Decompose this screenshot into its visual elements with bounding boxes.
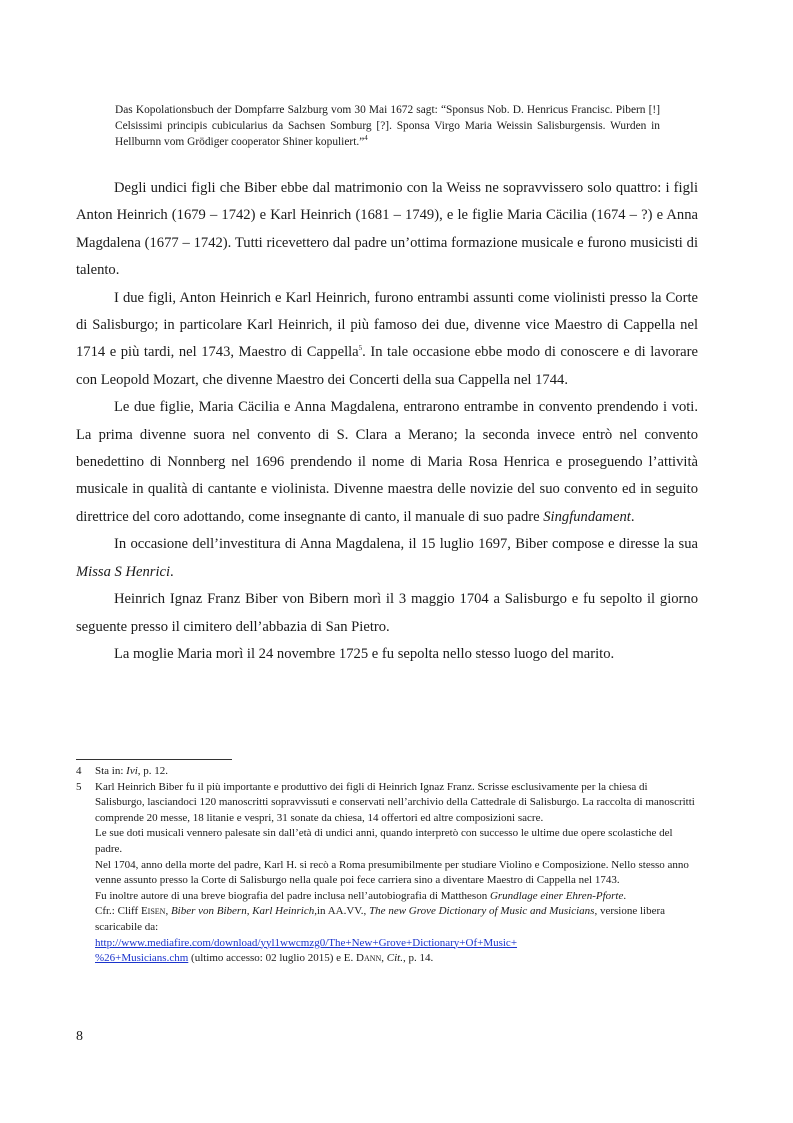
footnote-number: 4 — [76, 765, 82, 777]
paragraph-wife — [76, 641, 698, 668]
footnote-text: Sta in: — [95, 765, 127, 777]
footnote-text: Cfr.: Cliff — [95, 905, 141, 918]
paragraph-text: Le due figlie, Maria Cäcilia e Anna Magdalena, entrarono entrambe in convento prendendo i voti. La prima divenne suora nel convento di S. Clara a Merano; la seconda invece entrò nel convento benedettino di Nonnberg nel 1696 prendendo il nome di Maria Rosa Henrica e proseguendo l’attività musicale in qualità di cantante e violinista. Divenne maestra delle novizie del suo convento ed in seguito direttrice del coro adottando, come insegnante di canto, il manuale di suo padre — [76, 399, 698, 525]
author-name: Eisen — [140, 905, 166, 918]
author-name: Dann — [356, 952, 382, 965]
footnote-italic: The new Grove Dictionary of Music and Musicians — [369, 905, 595, 918]
footnote-text: . — [623, 889, 627, 902]
quote-text: Das Kopolationsbuch der Dompfarre Salzburg vom 30 Mai 1672 sagt: “Sponsus Nob. D. Henricus Francisc. Pibern [!] Celsissimi principis cubicularius da Sachsen Somburg [?]. Sponsa Virgo Maria Weissin Salisburgensis. Wurden in Hellburnn vom Grödiger cooperator Shiner kopuliert.” — [115, 104, 660, 148]
paragraph-text: In occasione dell’investitura di Anna Magdalena, il 15 luglio 1697, Biber compose e diresse la sua — [114, 536, 698, 553]
paragraph-death — [76, 586, 698, 641]
download-link[interactable]: http://www.mediafire.com/download/yyl1wwcmzg0/The+New+Grove+Dictionary+Of+Music+ %26+Musicians.chm — [95, 936, 518, 965]
footnote-text: , p. 12. — [137, 765, 169, 777]
footnote-text: ,in AA.VV., — [314, 905, 370, 918]
paragraph-text: . In tale occasione ebbe modo di conoscere e di lavorare con Leopold Mozart, che divenne Maestro dei Concerti della sua Cappella nel 1744. — [76, 344, 698, 388]
paragraph-sons — [76, 285, 698, 395]
footnote-para: Nel 1704, anno della morte del padre, Karl H. si recò a Roma presumibilmente per studiare Violino e Composizione. Nello stesso anno venne assunto presso la Corte di Salisburgo nella quale poi fece carriera sino a diventare Maestro di Cappella nel 1743. — [95, 858, 689, 887]
paragraph-investiture — [76, 531, 698, 586]
footnote-text: , — [165, 905, 171, 918]
footnote-ref-5[interactable]: 5 — [358, 344, 363, 353]
footnote-para: Karl Heinrich Biber fu il più importante e produttivo dei figli di Heinrich Ignaz Franz. Scrisse esclusivamente per la chiesa di Salisburgo, lasciandoci 120 manoscritti sopravvissuti e conservati nell’archivio della Cattedrale di Salisburgo. La raccolta di manoscritti comprende 20 messe, 18 litanie e vespri, 31 sonate da chiesa, 14 offertori ed altre composizioni sacre. — [95, 780, 695, 824]
footnote-italic: Ivi — [126, 765, 138, 777]
work-title: Singfundament — [543, 508, 631, 525]
paragraph-text: I due figli, Anton Heinrich e Karl Heinrich, furono entrambi assunti come violinisti presso la Corte di Salisburgo; in particolare Karl Heinrich, il più famoso dei due, divenne vice Maestro di Cappella nel 1714 e più tardi, nel 1743, Maestro di Cappella — [76, 289, 698, 361]
paragraph-daughters — [76, 394, 698, 531]
footnote-italic: Cit. — [386, 952, 403, 965]
paragraph-text: La moglie Maria morì il 24 novembre 1725 e fu sepolta nello stesso luogo del marito. — [114, 645, 615, 662]
footnote-citation — [95, 904, 698, 966]
footnote-separator — [76, 759, 232, 760]
footnote-5 — [76, 780, 698, 967]
footnote-text: (ultimo accesso: 02 luglio 2015) e E. — [188, 952, 356, 965]
paragraph-text: . — [630, 508, 635, 525]
paragraph-text: Degli undici figli che Biber ebbe dal matrimonio con la Weiss ne sopravvissero solo quattro: i figli Anton Heinrich (1679 – 1742) e Karl Heinrich (1681 – 1749), e le figlie Maria Cäcilia (1674 – ?) e Anna Magdalena (1677 – 1742). Tutti ricevettero dal padre un’ottima formazione musicale e furono musicisti di talento. — [76, 180, 698, 279]
footnote-text: Fu inoltre autore di una breve biografia del padre inclusa nell’autobiografia di Mattheson — [95, 889, 490, 902]
footnote-italic: Biber von Bibern, Karl Heinrich — [170, 905, 315, 918]
footnote-text: , — [381, 952, 387, 965]
footnotes — [76, 764, 698, 967]
paragraph-text: . — [170, 563, 174, 580]
paragraph-text: Heinrich Ignaz Franz Biber von Bibern morì il 3 maggio 1704 a Salisburgo e fu sepolto il giorno seguente presso il cimitero dell’abbazia di San Pietro. — [76, 591, 698, 635]
footnote-italic: Grundlage einer Ehren-Pforte — [489, 889, 624, 902]
footnote-para — [95, 889, 698, 905]
footnote-text: , p. 14. — [402, 952, 434, 965]
footnote-4 — [76, 764, 698, 780]
paragraph-children — [76, 175, 698, 285]
page-number: 8 — [76, 1029, 83, 1044]
footnote-text: , versione libera scaricabile da: — [95, 905, 665, 933]
work-title: Missa S Henrici — [76, 563, 171, 580]
footnote-number: 5 — [76, 780, 82, 793]
footnote-ref-4[interactable]: 4 — [364, 134, 368, 143]
block-quote — [115, 102, 660, 150]
body-text — [76, 175, 698, 668]
footnote-para: Le sue doti musicali vennero palesate sin dall’età di undici anni, quando interpretò con successo le ultime due opere scolastiche del padre. — [95, 827, 673, 855]
